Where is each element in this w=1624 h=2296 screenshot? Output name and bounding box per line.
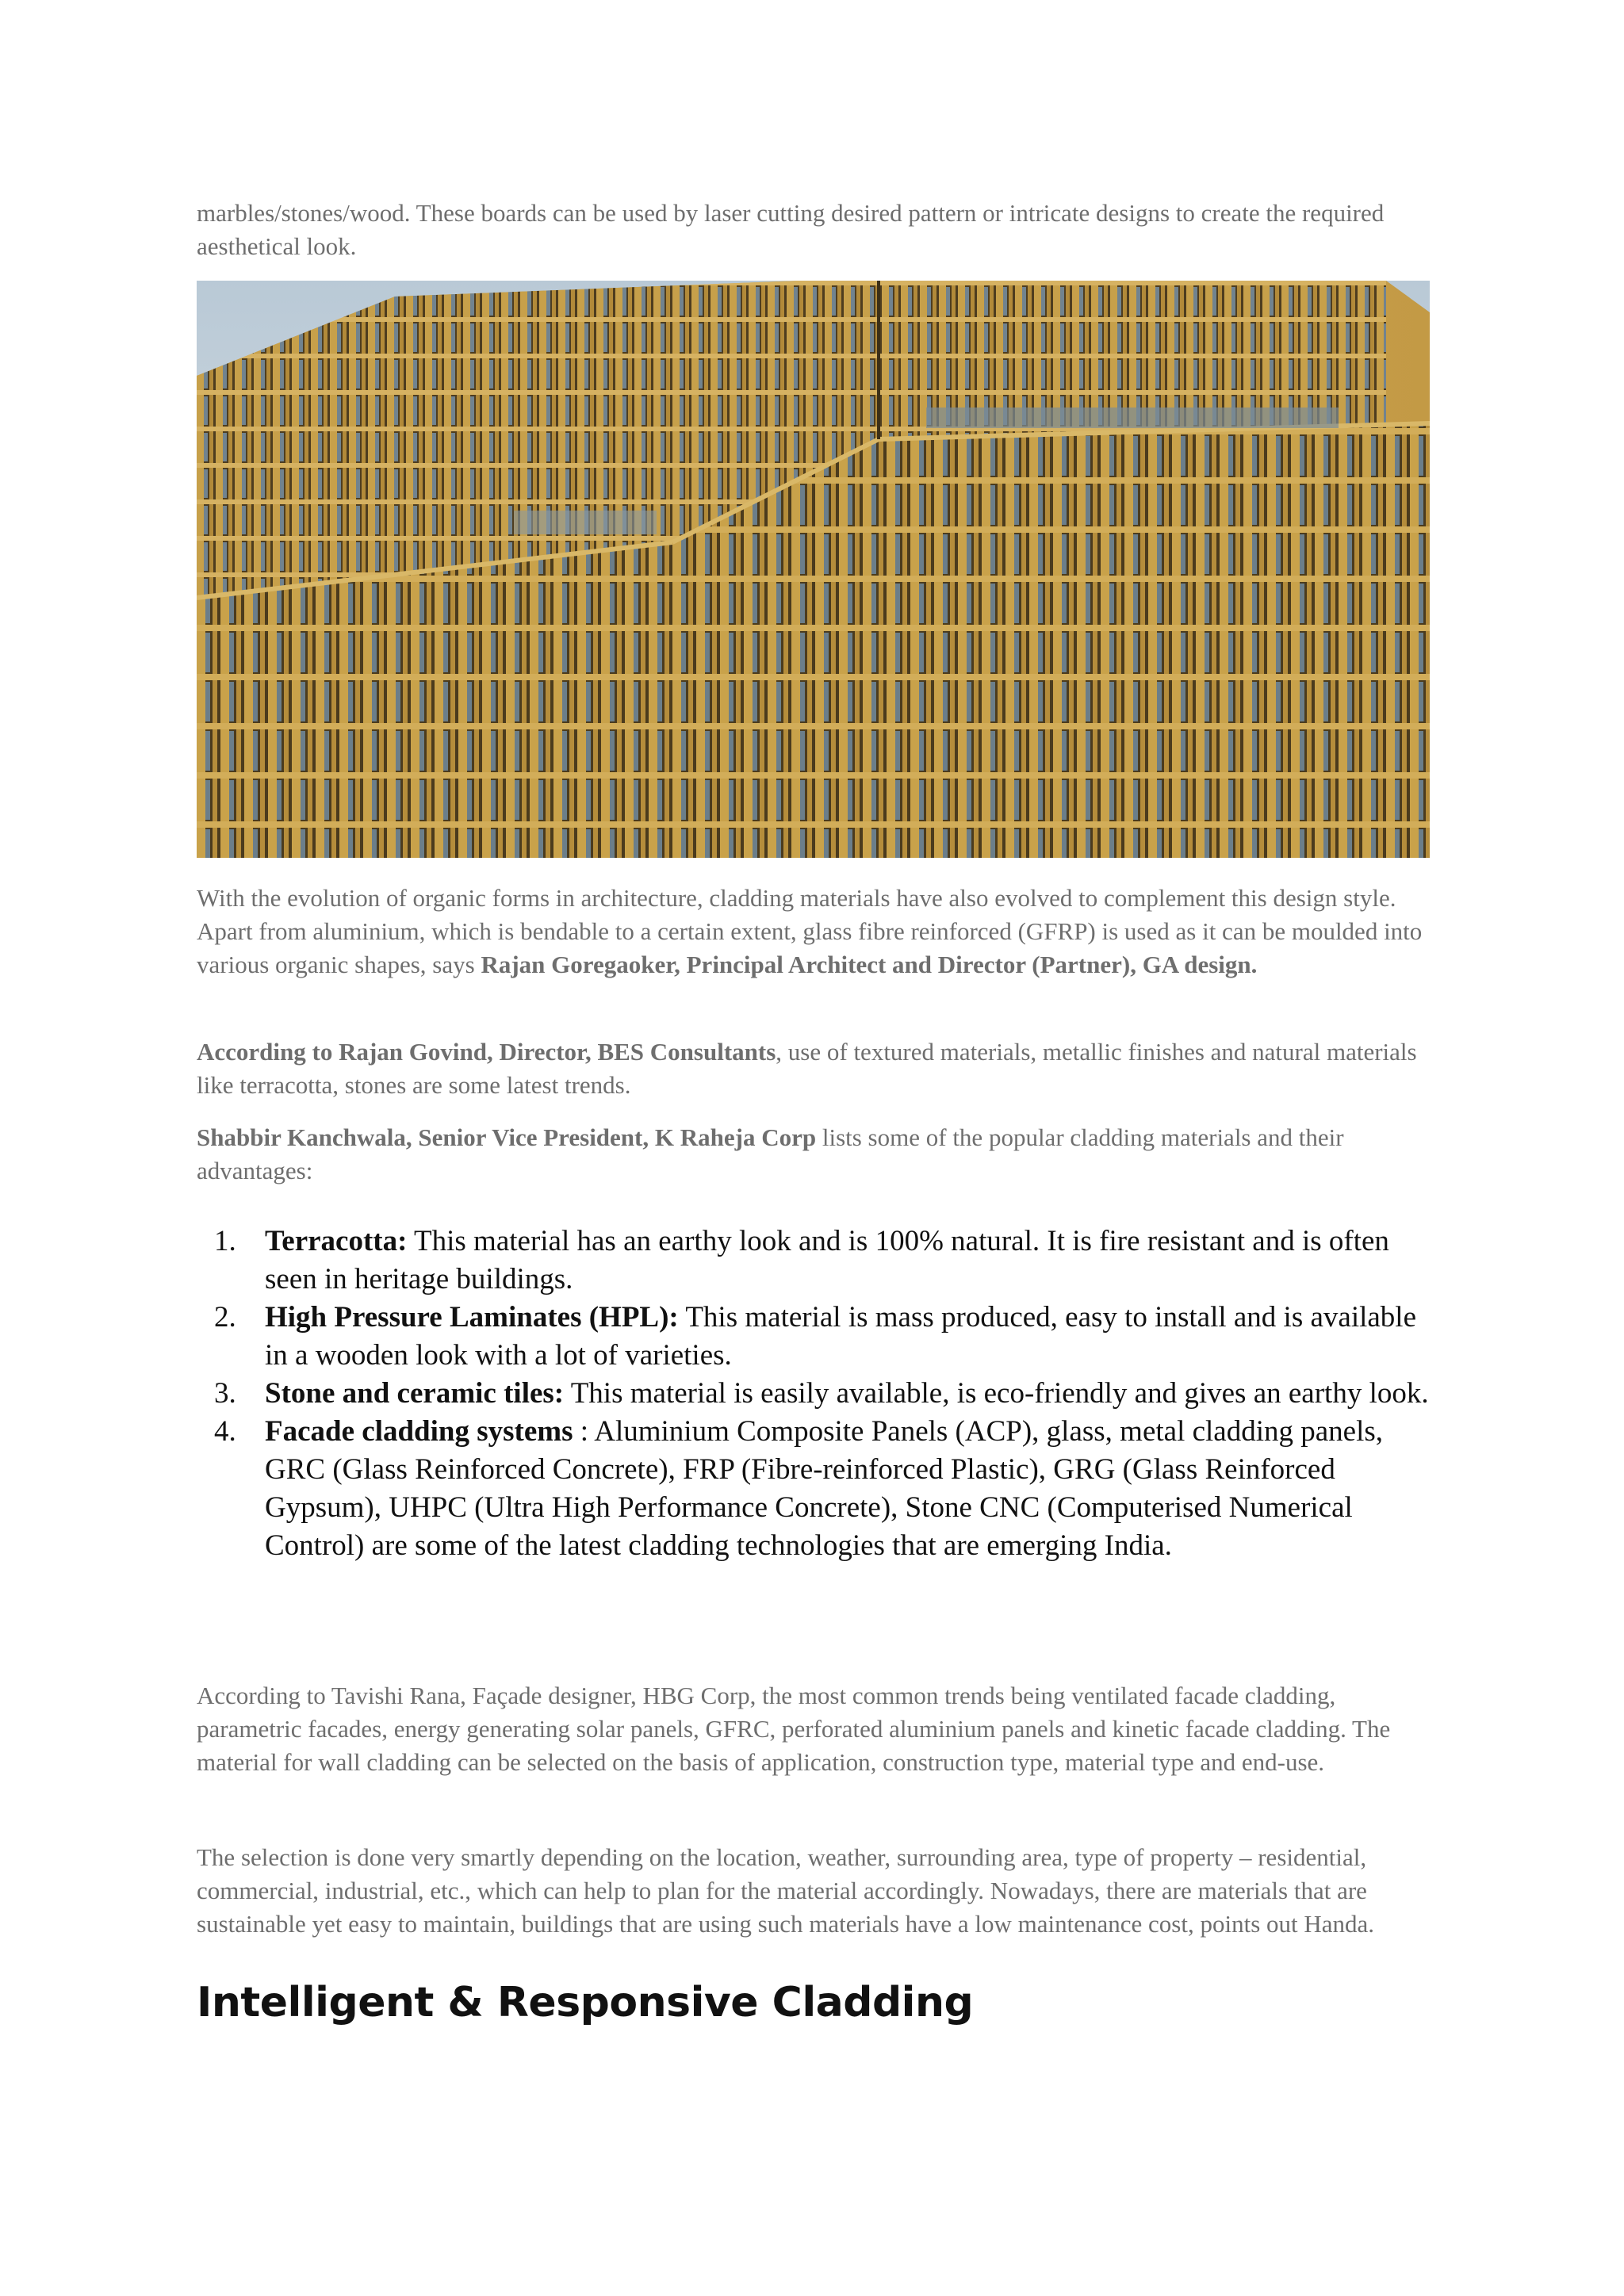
- list-item-text: : Aluminium Composite Panels (ACP), glass, metal cladding panels, GRC (Glass Reinforced Concrete), FRP (Fibre-reinforced Plastic), GRG (Glass Reinforced Gypsum), UHPC (Ultra High Performance Concrete), Stone CNC (Computerised Numerical Control) are some of the latest cladding technologies that are emerging India.: [265, 1415, 1384, 1562]
- materials-list: [197, 1223, 1434, 1565]
- selection-text: The selection is done very smartly depending on the location, weather, surrounding area, type of property – residential, commercial, industrial, etc., which can help to plan for the material accordingly. Nowadays, there are materials that are sustainable yet easy to maintain, buildings that are using such materials have a low maintenance cost, points out Handa.: [197, 1843, 1375, 1938]
- tavishi-paragraph: [197, 1679, 1434, 1779]
- list-item: [197, 1299, 1434, 1375]
- list-item: [197, 1413, 1434, 1565]
- list-item: [197, 1223, 1434, 1299]
- tavishi-text: According to Tavishi Rana, Façade designer, HBG Corp, the most common trends being ventilated facade cladding, parametric facades, energy generating solar panels, GFRC, perforated aluminium panels and kinetic facade cladding. The material for wall cladding can be selected on the basis of application, construction type, material type and end-use.: [197, 1682, 1391, 1776]
- govind-text: , use of textured materials, metallic finishes and natural materials like terracotta, stones are some latest trends.: [197, 1038, 1417, 1099]
- list-item-text: This material has an earthy look and is 100% natural. It is fire resistant and is often seen in heritage buildings.: [265, 1225, 1389, 1295]
- list-item-text: This material is mass produced, easy to install and is available in a wooden look with a lot of varieties.: [265, 1301, 1417, 1372]
- list-item-number: 4.: [214, 1415, 236, 1448]
- list-item-title: Facade cladding systems: [265, 1415, 573, 1448]
- list-item-number: 3.: [214, 1377, 236, 1410]
- evolution-paragraph: [197, 882, 1434, 982]
- shabbir-text: lists some of the popular cladding materials and their advantages:: [197, 1123, 1344, 1184]
- intro-paragraph: [197, 197, 1434, 263]
- selection-paragraph: [197, 1841, 1442, 1941]
- list-item-text: This material is easily available, is eco-friendly and gives an earthy look.: [564, 1377, 1429, 1410]
- building-facade-photo: [197, 281, 1430, 858]
- list-item-number: 2.: [214, 1301, 236, 1334]
- govind-paragraph: [197, 1035, 1434, 1102]
- list-item-title: Terracotta:: [265, 1225, 408, 1257]
- list-item: [197, 1375, 1434, 1413]
- shabbir-paragraph: [197, 1121, 1434, 1188]
- section-heading: Intelligent & Responsive Cladding: [197, 1979, 974, 2026]
- evolution-text: With the evolution of organic forms in architecture, cladding materials have also evolved to complement this design style. Apart from aluminium, which is bendable to a certain extent, glass fibre reinforced (GFRP) is used as it can be moulded into various organic shapes, says: [197, 884, 1423, 978]
- list-item-title: High Pressure Laminates (HPL):: [265, 1301, 679, 1334]
- intro-text: marbles/stones/wood. These boards can be used by laser cutting desired pattern or intricate designs to create the required aesthetical look.: [197, 199, 1385, 260]
- list-item-number: 1.: [214, 1225, 236, 1257]
- list-item-title: Stone and ceramic tiles:: [265, 1377, 565, 1410]
- evolution-quote-source: Rajan Goregaoker, Principal Architect and Director (Partner), GA design.: [481, 951, 1258, 978]
- govind-quote-source: According to Rajan Govind, Director, BES Consultants: [197, 1038, 776, 1066]
- shabbir-quote-source: Shabbir Kanchwala, Senior Vice President, K Raheja Corp: [197, 1123, 817, 1151]
